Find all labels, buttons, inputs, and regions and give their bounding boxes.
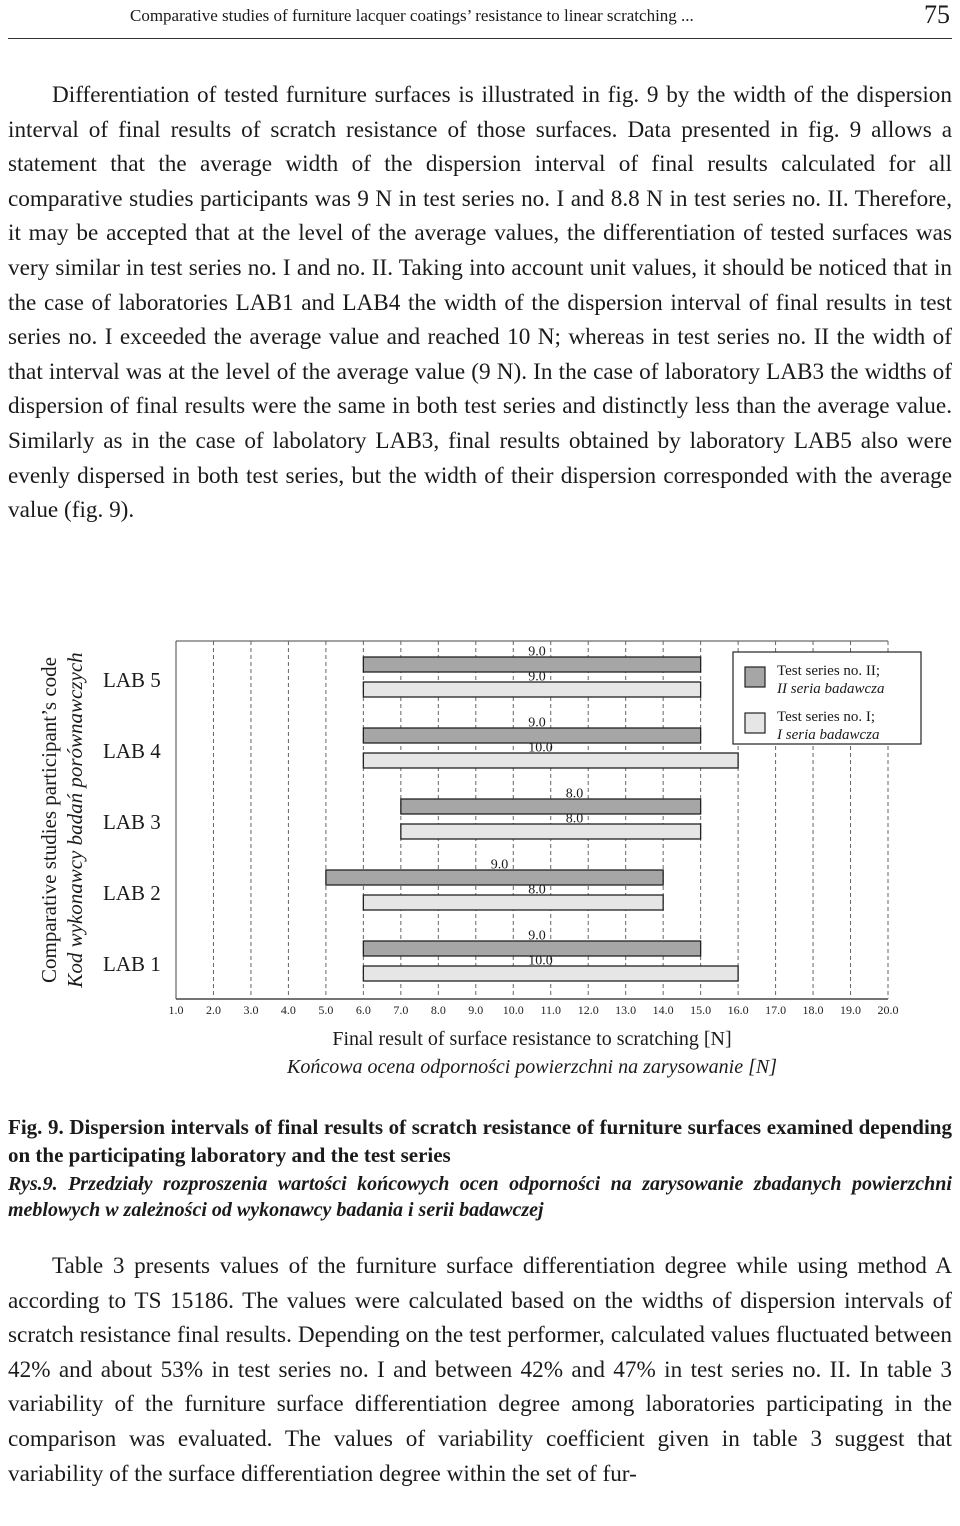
y-axis-title: Comparative studies participant’s code: [37, 657, 61, 983]
body-paragraph-1: Differentiation of tested furniture surfaces is illustrated in fig. 9 by the width of the dispersion interval of final results of scratch resistance of those surfaces. Data presented in fig. 9 allows a statement that the average width of the dispersion interval of final results calculated for all comparative studies participants was 9 N in test series no. I and 8.8 N in test series no. II. Therefore, it may be accepted that at the level of the average values, the differentiation of tested surfaces was very similar in test series no. I and no. II. Taking into account unit values, it should be noticed that in the case of laboratories LAB1 and LAB4 the width of the dispersion interval of final results in test series no. I exceeded the average value and reached 10 N; whereas in test series no. II the width of that interval was at the level of the average value (9 N). In the case of laboratory LAB3 the widths of dispersion of final results were the same in both test series and distinctly less than the average value. Similarly as in the case of labolatory LAB3, final results obtained by laboratory LAB5 also were evenly dispersed in both test series, but the width of their dispersion corresponded with the average value (fig. 9).: [8, 82, 952, 524]
x-tick-label: 13.0: [615, 1003, 637, 1017]
x-tick-label: 12.0: [577, 1003, 599, 1017]
bar-value-label: 8.0: [528, 882, 546, 898]
figure-9-chart: [0, 620, 960, 1090]
category-label: LAB 1: [103, 952, 161, 976]
legend-entry-line2: I seria badawcza: [777, 727, 880, 743]
x-tick-label: 11.0: [540, 1003, 562, 1017]
running-title: Comparative studies of furniture lacquer coatings’ resistance to linear scratching ...: [130, 6, 694, 25]
x-axis-title: Final result of surface resistance to scratching [N]: [332, 1028, 732, 1050]
x-tick-label: 6.0: [355, 1003, 371, 1017]
figure-caption-pl: Rys.9. Przedziały rozproszenia wartości końcowych ocen odporności na zarysowanie zbadanych powierzchni meblowych w zależności od wykonawcy badania i serii badawczej: [8, 1173, 952, 1221]
bar-value-label: 9.0: [528, 644, 546, 660]
bar-value-label: 9.0: [490, 857, 509, 873]
x-tick-label: 8.0: [430, 1003, 446, 1017]
category-label: LAB 5: [103, 668, 161, 692]
x-tick-label: 1.0: [168, 1003, 184, 1017]
legend-entry-line1: Test series no. II;: [777, 663, 881, 679]
legend-swatch: [745, 713, 765, 733]
bar-value-label: 8.0: [565, 786, 584, 802]
x-tick-label: 19.0: [840, 1003, 862, 1017]
legend-swatch: [745, 667, 765, 687]
running-header: [8, 0, 952, 39]
category-label: LAB 4: [103, 739, 161, 763]
range-bar: [401, 824, 701, 839]
x-tick-label: 7.0: [393, 1003, 409, 1017]
bar-value-label: 8.0: [565, 811, 584, 827]
bar-value-label: 9.0: [528, 928, 546, 944]
x-tick-label: 2.0: [205, 1003, 221, 1017]
x-tick-label: 4.0: [280, 1003, 296, 1017]
x-tick-label: 10.0: [502, 1003, 524, 1017]
x-tick-label: 9.0: [468, 1003, 484, 1017]
body-paragraph-2: Table 3 presents values of the furniture surface differentiation degree while using method A according to TS 15186. The values were calculated based on the widths of dispersion intervals of scratch resistance final results. Depending on the test performer, calculated values fluctuated between 42% and about 53% in test series no. I and between 42% and 47% in test series no. II. In table 3 variability of the furniture surface differentiation degree among laboratories participating in the comparison was evaluated. The values of variability coefficient given in table 3 suggest that variability of the surface differentiation degree within the set of fur-: [8, 1253, 952, 1487]
category-label: LAB 3: [103, 810, 161, 834]
x-tick-label: 17.0: [765, 1003, 787, 1017]
x-axis-title-pl: Końcowa ocena odporności powierzchni na zarysowanie [N]: [287, 1056, 777, 1078]
figure-caption-en: Fig. 9. Dispersion intervals of final results of scratch resistance of furniture surfaces examined depending on the participating laboratory and the test series: [8, 1115, 952, 1167]
bar-value-label: 9.0: [528, 669, 546, 685]
legend-entry-line1: Test series no. I;: [777, 709, 876, 725]
range-bar: [363, 895, 663, 910]
bar-value-label: 9.0: [528, 715, 546, 731]
x-tick-label: 14.0: [652, 1003, 674, 1017]
y-axis-title-pl: Kod wykonawcy badań porównawczych: [63, 652, 87, 988]
x-tick-label: 16.0: [727, 1003, 749, 1017]
x-tick-label: 5.0: [318, 1003, 334, 1017]
range-bar: [401, 799, 701, 814]
x-tick-label: 15.0: [690, 1003, 712, 1017]
x-tick-label: 18.0: [802, 1003, 824, 1017]
x-tick-label: 3.0: [243, 1003, 259, 1017]
page-number: 75: [924, 0, 950, 29]
bar-value-label: 10.0: [528, 740, 553, 756]
legend-entry-line2: II seria badawcza: [777, 681, 885, 697]
bar-value-label: 10.0: [528, 953, 553, 969]
category-label: LAB 2: [103, 881, 161, 905]
x-tick-label: 20.0: [877, 1003, 899, 1017]
